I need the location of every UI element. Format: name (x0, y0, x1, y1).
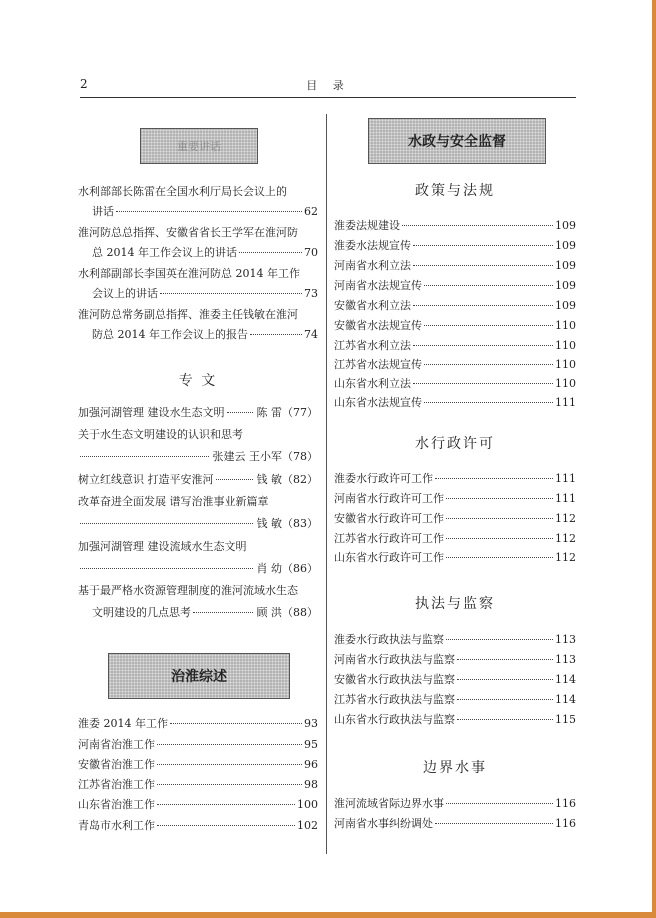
permit-4-entry[interactable] (334, 532, 576, 546)
policy-1-entry[interactable] (334, 219, 576, 233)
policy-10-label: 山东省水法规宣传 (334, 396, 422, 409)
speech-3-page: 73 (304, 287, 318, 300)
leader-dots (402, 225, 553, 226)
leader-dots (80, 456, 209, 457)
special-5-author: 肖 幼（86） (256, 562, 318, 575)
enforcement-1-page: 113 (555, 633, 576, 646)
permit-2-label: 河南省水行政许可工作 (334, 492, 444, 505)
policy-1-page: 109 (555, 219, 576, 232)
speech-2-entry[interactable] (92, 246, 318, 260)
policy-9-page: 110 (555, 377, 576, 390)
policy-10-page: 111 (555, 396, 576, 409)
enforcement-1-label: 淮委水行政执法与监察 (334, 633, 444, 646)
policy-8-page: 110 (555, 358, 576, 371)
special-1-title: 加强河湖管理 建设水生态文明 (78, 406, 225, 419)
special-6-title: 基于最严格水资源管理制度的淮河流域水生态 (78, 584, 298, 597)
enforcement-5-entry[interactable] (334, 713, 576, 727)
special-2-entry[interactable] (78, 450, 318, 464)
permit-5-label: 山东省水行政许可工作 (334, 551, 444, 564)
policy-9-entry[interactable] (334, 377, 576, 391)
page-edge-right (652, 0, 656, 918)
leader-dots (446, 498, 553, 499)
leader-dots (457, 699, 553, 700)
enforcement-2-entry[interactable] (334, 653, 576, 667)
policy-6-label: 安徽省水法规宣传 (334, 319, 422, 332)
policy-5-entry[interactable] (334, 299, 576, 313)
overview-3-entry[interactable] (78, 758, 318, 772)
leader-dots (239, 252, 302, 253)
enforcement-1-entry[interactable] (334, 633, 576, 647)
enforcement-3-label: 安徽省水行政执法与监察 (334, 673, 455, 686)
overview-6-label: 青岛市水利工作 (78, 819, 155, 832)
boundary-section-title: 边界水事 (423, 760, 487, 776)
overview-2-label: 河南省治淮工作 (78, 738, 155, 751)
speech-4-entry[interactable] (92, 328, 318, 342)
leader-dots (413, 383, 553, 384)
overview-1-page: 93 (304, 717, 318, 730)
special-3-entry[interactable] (78, 473, 318, 487)
policy-6-entry[interactable] (334, 319, 576, 333)
speech-4-line1: 淮河防总常务副总指挥、淮委主任钱敏在淮河 (78, 308, 298, 321)
leader-dots (435, 478, 553, 479)
speech-1-line1: 水利部部长陈雷在全国水利厅局长会议上的 (78, 185, 287, 198)
special-5-title: 加强河湖管理 建设流域水生态文明 (78, 540, 247, 553)
column-divider (326, 114, 327, 854)
leader-dots (424, 325, 553, 326)
policy-2-label: 淮委水法规宣传 (334, 239, 411, 252)
speech-1-page: 62 (304, 205, 318, 218)
overview-6-entry[interactable] (78, 819, 318, 833)
policy-1-label: 淮委法规建设 (334, 219, 400, 232)
policy-8-entry[interactable] (334, 358, 576, 372)
special-2-author: 张建云 王小军（78） (212, 450, 318, 463)
enforcement-5-label: 山东省水行政执法与监察 (334, 713, 455, 726)
policy-9-label: 山东省水利立法 (334, 377, 411, 390)
leader-dots (457, 719, 553, 720)
leader-dots (80, 523, 253, 524)
overview-4-entry[interactable] (78, 778, 318, 792)
permit-1-label: 淮委水行政许可工作 (334, 472, 433, 485)
policy-section-title: 政策与法规 (415, 183, 495, 199)
running-head: 目 录 (306, 79, 350, 92)
leader-dots (457, 659, 553, 660)
policy-4-page: 109 (555, 279, 576, 292)
speech-3-line2: 会议上的讲话 (92, 287, 158, 300)
enforcement-3-page: 114 (555, 673, 576, 686)
permit-1-entry[interactable] (334, 472, 576, 486)
leader-dots (216, 479, 253, 480)
permit-section-title: 水行政许可 (415, 436, 495, 452)
speech-2-page: 70 (304, 246, 318, 259)
leader-dots (227, 412, 253, 413)
policy-4-label: 河南省水法规宣传 (334, 279, 422, 292)
policy-2-page: 109 (555, 239, 576, 252)
leader-dots (157, 804, 295, 805)
enforcement-section-title: 执法与监察 (415, 596, 495, 612)
leader-dots (446, 639, 553, 640)
leader-dots (157, 764, 302, 765)
special-section-title: 专 文 (178, 373, 218, 389)
permit-3-entry[interactable] (334, 512, 576, 526)
overview-1-entry[interactable] (78, 717, 318, 731)
permit-1-page: 111 (555, 472, 576, 485)
permit-5-entry[interactable] (334, 551, 576, 565)
leader-dots (424, 402, 553, 403)
leader-dots (413, 345, 553, 346)
enforcement-2-page: 113 (555, 653, 576, 666)
leader-dots (424, 285, 553, 286)
special-1-entry[interactable] (78, 406, 318, 420)
leader-dots (170, 723, 302, 724)
enforcement-2-label: 河南省水行政执法与监察 (334, 653, 455, 666)
policy-7-label: 江苏省水利立法 (334, 339, 411, 352)
policy-5-label: 安徽省水利立法 (334, 299, 411, 312)
special-3-author: 钱 敏（82） (256, 473, 318, 486)
leader-dots (435, 823, 553, 824)
leader-dots (413, 245, 553, 246)
permit-3-page: 112 (555, 512, 576, 525)
special-6-line2: 文明建设的几点思考 (92, 606, 191, 619)
overview-4-page: 98 (304, 778, 318, 791)
speeches-banner: 重要讲话 (140, 128, 258, 164)
leader-dots (446, 518, 553, 519)
leader-dots (446, 538, 553, 539)
overview-5-entry[interactable] (78, 798, 318, 812)
leader-dots (457, 679, 553, 680)
permit-3-label: 安徽省水行政许可工作 (334, 512, 444, 525)
leader-dots (116, 211, 302, 212)
speech-4-page: 74 (304, 328, 318, 341)
enforcement-5-page: 115 (555, 713, 576, 726)
special-5-entry[interactable] (78, 562, 318, 576)
overview-1-label: 淮委 2014 年工作 (78, 717, 168, 730)
special-6-entry[interactable] (92, 606, 318, 620)
header-rule (80, 97, 576, 98)
boundary-2-label: 河南省水事纠纷调处 (334, 817, 433, 830)
policy-3-page: 109 (555, 259, 576, 272)
leader-dots (413, 305, 553, 306)
special-4-title: 改革奋进全面发展 谱写治淮事业新篇章 (78, 495, 269, 508)
special-4-author: 钱 敏（83） (256, 517, 318, 530)
boundary-1-entry[interactable] (334, 797, 576, 811)
permit-2-entry[interactable] (334, 492, 576, 506)
policy-4-entry[interactable] (334, 279, 576, 293)
leader-dots (446, 557, 553, 558)
enforcement-4-label: 江苏省水行政执法与监察 (334, 693, 455, 706)
permit-4-label: 江苏省水行政许可工作 (334, 532, 444, 545)
speech-1-entry[interactable] (92, 205, 318, 219)
policy-7-page: 110 (555, 339, 576, 352)
enforcement-4-entry[interactable] (334, 693, 576, 707)
policy-6-page: 110 (555, 319, 576, 332)
permit-5-page: 112 (555, 551, 576, 564)
leader-dots (157, 744, 302, 745)
permit-4-page: 112 (555, 532, 576, 545)
overview-5-page: 100 (297, 798, 318, 811)
leader-dots (193, 612, 253, 613)
boundary-2-entry[interactable] (334, 817, 576, 831)
special-6-author: 顾 洪（88） (256, 606, 318, 619)
overview-2-page: 95 (304, 738, 318, 751)
leader-dots (157, 825, 295, 826)
right-banner: 水政与安全监督 (368, 118, 546, 164)
permit-2-page: 111 (555, 492, 576, 505)
boundary-1-page: 116 (555, 797, 576, 810)
leader-dots (80, 568, 253, 569)
overview-5-label: 山东省治淮工作 (78, 798, 155, 811)
policy-10-entry[interactable] (334, 396, 576, 410)
boundary-1-label: 淮河流域省际边界水事 (334, 797, 444, 810)
policy-3-entry[interactable] (334, 259, 576, 273)
leader-dots (160, 293, 302, 294)
page-edge-bottom (0, 912, 656, 918)
policy-7-entry[interactable] (334, 339, 576, 353)
overview-2-entry[interactable] (78, 738, 318, 752)
special-2-title: 关于水生态文明建设的认识和思考 (78, 428, 243, 441)
policy-3-label: 河南省水利立法 (334, 259, 411, 272)
overview-4-label: 江苏省治淮工作 (78, 778, 155, 791)
leader-dots (413, 265, 553, 266)
speech-3-entry[interactable] (92, 287, 318, 301)
leader-dots (424, 364, 553, 365)
speech-1-line2: 讲话 (92, 205, 114, 218)
overview-3-label: 安徽省治淮工作 (78, 758, 155, 771)
enforcement-3-entry[interactable] (334, 673, 576, 687)
speech-2-line2: 总 2014 年工作会议上的讲话 (92, 246, 237, 259)
enforcement-4-page: 114 (555, 693, 576, 706)
overview-banner: 治淮综述 (108, 653, 290, 699)
special-1-author: 陈 雷（77） (256, 406, 318, 419)
boundary-2-page: 116 (555, 817, 576, 830)
policy-2-entry[interactable] (334, 239, 576, 253)
policy-5-page: 109 (555, 299, 576, 312)
speech-2-line1: 淮河防总总指挥、安徽省省长王学军在淮河防 (78, 226, 298, 239)
special-3-title: 树立红线意识 打造平安淮河 (78, 473, 214, 486)
speech-3-line1: 水利部副部长李国英在淮河防总 2014 年工作 (78, 267, 300, 280)
leader-dots (157, 784, 302, 785)
overview-6-page: 102 (297, 819, 318, 832)
overview-3-page: 96 (304, 758, 318, 771)
page-number: 2 (80, 77, 88, 91)
special-4-entry[interactable] (78, 517, 318, 531)
leader-dots (446, 803, 553, 804)
speech-4-line2: 防总 2014 年工作会议上的报告 (92, 328, 248, 341)
policy-8-label: 江苏省水法规宣传 (334, 358, 422, 371)
leader-dots (250, 334, 302, 335)
